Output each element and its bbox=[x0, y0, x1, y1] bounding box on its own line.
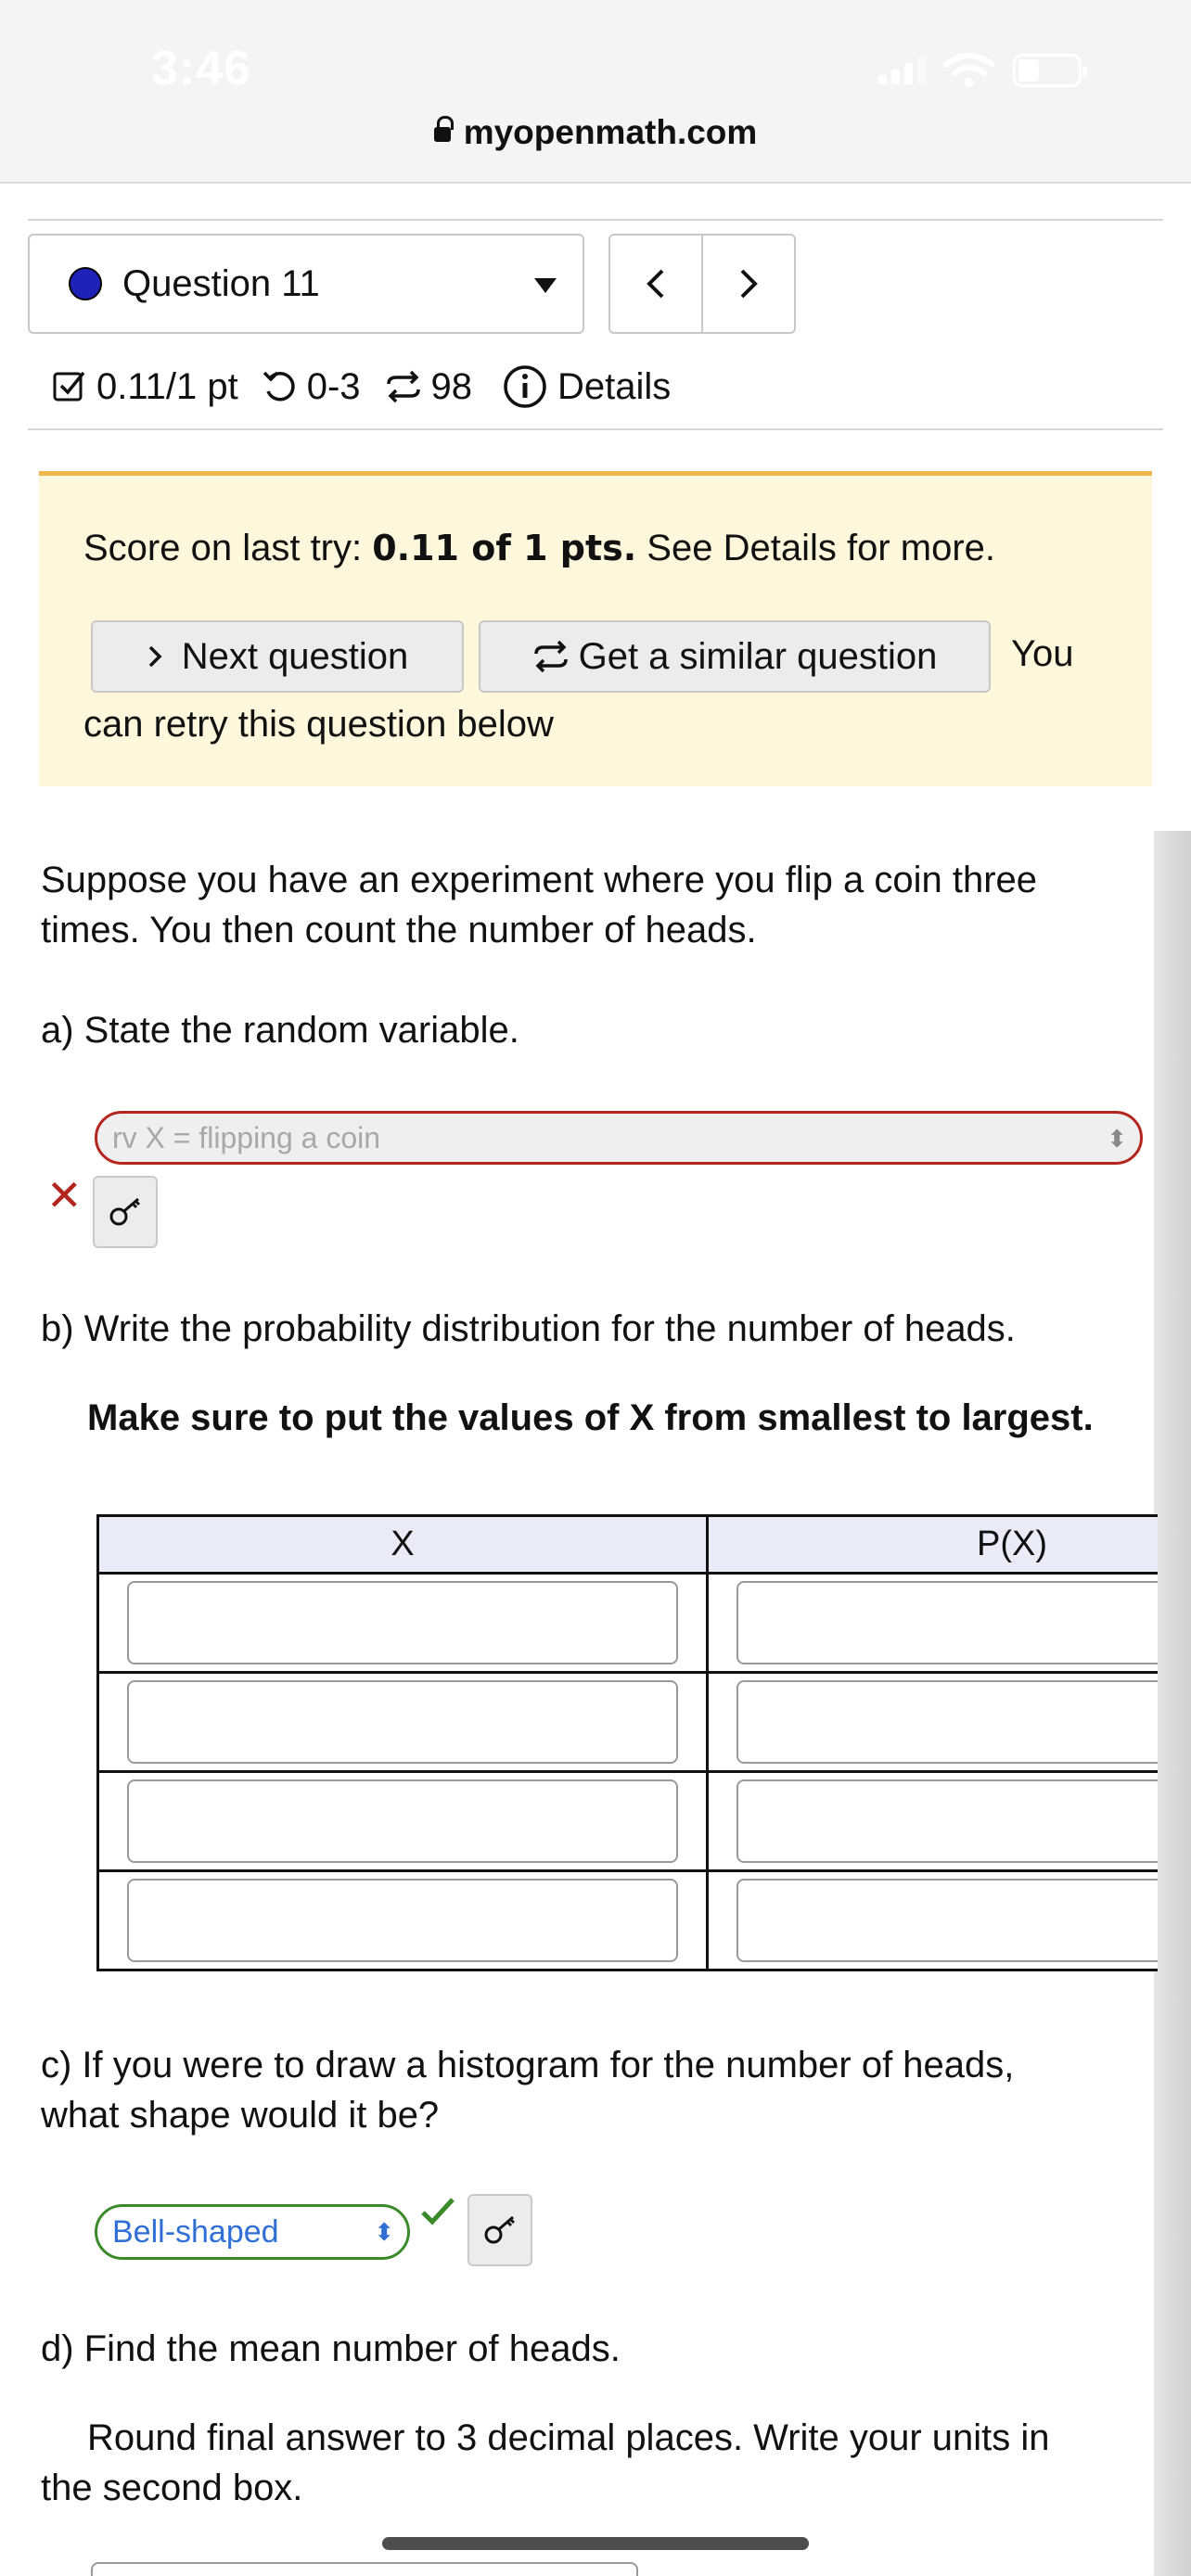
details-link[interactable]: Details bbox=[502, 363, 671, 410]
points-info: 0.11/1 pt bbox=[52, 366, 238, 408]
table-row bbox=[98, 1772, 1159, 1871]
key-icon bbox=[481, 2212, 519, 2249]
x-input-3[interactable] bbox=[127, 1779, 678, 1863]
notice-text-retry: can retry this question below bbox=[83, 704, 554, 745]
px-input-2[interactable] bbox=[736, 1680, 1158, 1764]
question-intro-line-2: times. You then count the number of heads. bbox=[41, 910, 757, 950]
correct-check-icon bbox=[419, 2194, 456, 2231]
px-input-1[interactable] bbox=[736, 1581, 1158, 1664]
show-answer-key-button[interactable] bbox=[467, 2194, 532, 2266]
score-message: Score on last try: 0.11 of 1 pts. See Details for more. bbox=[83, 528, 996, 568]
px-input-4[interactable] bbox=[736, 1879, 1158, 1962]
incorrect-icon: ✕ bbox=[46, 1171, 83, 1219]
part-c-prompt-line-2: what shape would it be? bbox=[41, 2095, 440, 2136]
scroll-edge-shadow bbox=[1154, 831, 1191, 2576]
x-input-1[interactable] bbox=[127, 1581, 678, 1664]
attempts-info: 0-3 bbox=[263, 366, 361, 408]
part-d-instruction-line-1: Round final answer to 3 decimal places. Write your units in bbox=[87, 2417, 1050, 2458]
part-c-prompt-line-1: c) If you were to draw a histogram for the number of heads, bbox=[41, 2045, 1015, 2085]
part-d-prompt: d) Find the mean number of heads. bbox=[41, 2328, 621, 2369]
x-input-4[interactable] bbox=[127, 1879, 678, 1962]
histogram-shape-value: Bell-shaped bbox=[112, 2213, 279, 2250]
px-input-3[interactable] bbox=[736, 1779, 1158, 1863]
home-indicator bbox=[382, 2537, 809, 2550]
question-select-label: Question 11 bbox=[122, 262, 320, 304]
part-d-instruction-line-2: the second box. bbox=[41, 2468, 303, 2508]
table-row bbox=[98, 1673, 1159, 1772]
histogram-shape-select[interactable] bbox=[95, 2204, 410, 2260]
question-intro-line-1: Suppose you have an experiment where you flip a coin three bbox=[41, 860, 1038, 900]
mean-answer-input[interactable] bbox=[91, 2562, 638, 2576]
url-text: myopenmath.com bbox=[463, 113, 758, 151]
table-row bbox=[98, 1871, 1159, 1970]
select-arrows-icon: ⬍ bbox=[1107, 1125, 1127, 1153]
similar-question-button[interactable]: Get a similar question bbox=[479, 620, 991, 693]
regen-info: 98 bbox=[385, 366, 473, 408]
x-input-2[interactable] bbox=[127, 1680, 678, 1764]
column-header-x: X bbox=[98, 1516, 708, 1574]
notice-text-you: You bbox=[1011, 633, 1074, 674]
column-header-px: P(X) bbox=[708, 1516, 1159, 1574]
table-header-row bbox=[98, 1516, 1159, 1574]
status-time: 3:46 bbox=[151, 42, 252, 96]
select-arrows-icon: ⬍ bbox=[374, 2218, 394, 2246]
part-b-instruction: Make sure to put the values of X from smallest to largest. bbox=[87, 1397, 1094, 1438]
distribution-table bbox=[96, 1514, 1158, 1971]
next-question-button[interactable]: Next question bbox=[91, 620, 464, 693]
part-b-prompt: b) Write the probability distribution for the number of heads. bbox=[41, 1308, 1016, 1349]
random-variable-value: rv X = flipping a coin bbox=[112, 1120, 381, 1154]
part-a-prompt: a) State the random variable. bbox=[41, 1010, 519, 1051]
table-row bbox=[98, 1574, 1159, 1673]
